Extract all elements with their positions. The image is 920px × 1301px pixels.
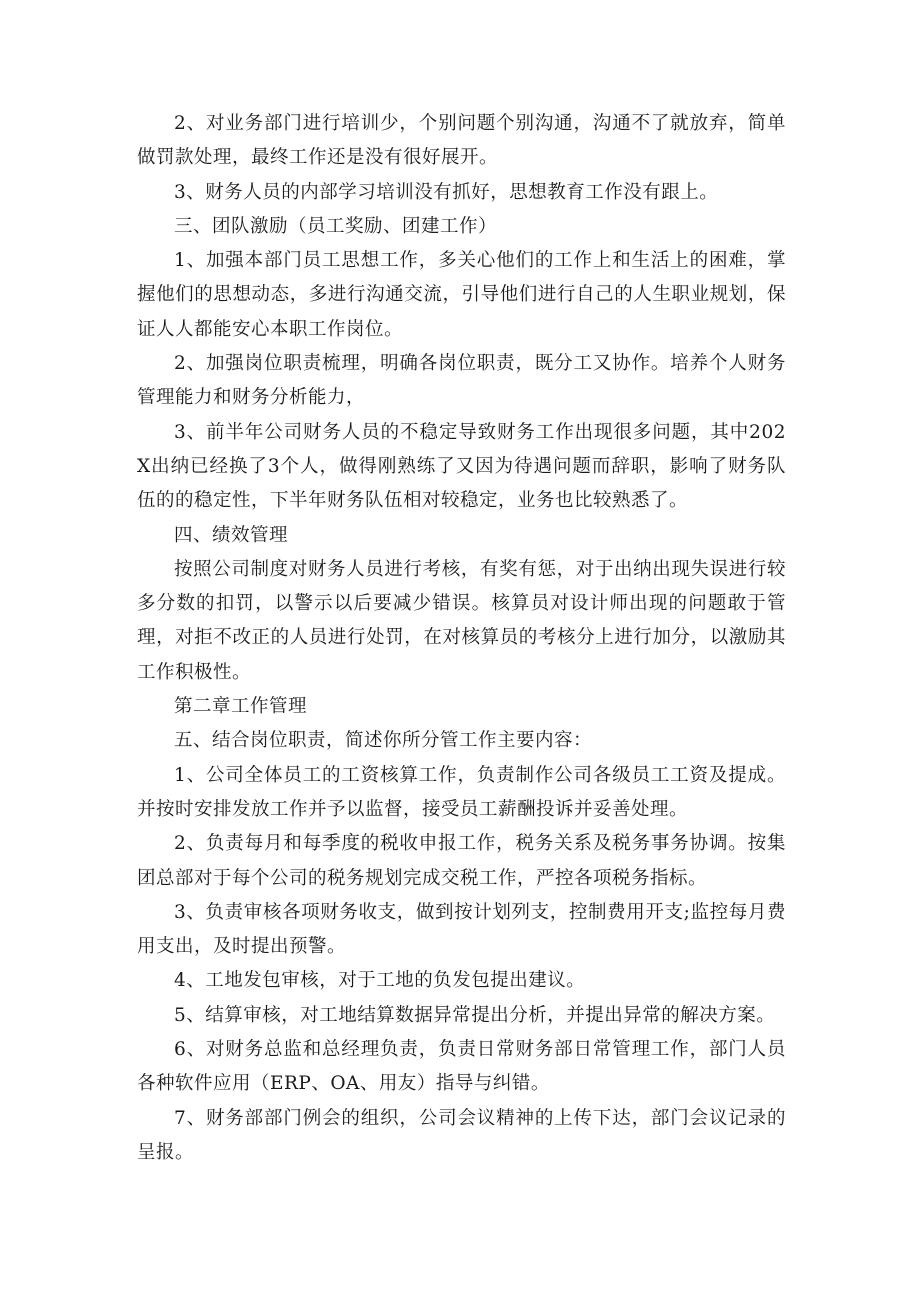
heading-chapter-two: 第二章工作管理 — [174, 696, 308, 718]
paragraph-staff-care: 1、加强本部门员工思想工作，多关心他们的工作上和生活上的困难，掌握他们的思想动态，多进行沟通交流，引导他们进行自己的人生职业规划，保证人人都能安心本职工作岗位。 — [137, 250, 786, 340]
heading-duties-summary: 五、结合岗位职责，简述你所分管工作主要内容： — [174, 730, 593, 752]
paragraph-training-issues: 2、对业务部门进行培训少，个别问题个别沟通，沟通不了就放弃，简单做罚款处理，最终工作还是没有很好展开。 — [137, 113, 786, 169]
heading-performance: 四、绩效管理 — [174, 524, 289, 546]
paragraph-staff-stability: 3、前半年公司财务人员的不稳定导致财务工作出现很多问题，其中202X出纳已经换了3个人，做得刚熟练了又因为待遇问题而辞职，影响了财务队伍的的稳定性，下半年财务队伍相对较稳定，业务也比较熟悉了。 — [137, 421, 786, 512]
paragraph-expense-review: 3、负责审核各项财务收支，做到按计划列支，控制费用开支;监控每月费用支出，及时提出预警。 — [137, 901, 786, 958]
paragraph-daily-management: 6、对财务总监和总经理负责，负责日常财务部日常管理工作，部门人员各种软件应用（ERP、OA、用友）指导与纠错。 — [137, 1039, 786, 1095]
heading-team-incentive: 三、团队激励（员工奖励、团建工作） — [174, 215, 498, 237]
paragraph-assessment: 按照公司制度对财务人员进行考核，有奖有惩，对于出纳出现失误进行较多分数的扣罚，以警示以后要减少错误。核算员对设计师出现的问题敢于管理，对拒不改正的人员进行处罚，在对核算员的考核分上进行加分，以激励其工作积极性。 — [137, 558, 786, 683]
paragraph-subcontract: 4、工地发包审核，对于工地的负发包提出建议。 — [174, 970, 586, 992]
paragraph-meetings: 7、财务部部门例会的组织，公司会议精神的上传下达，部门会议记录的呈报。 — [137, 1107, 786, 1163]
paragraph-internal-learning: 3、财务人员的内部学习培训没有抓好，思想教育工作没有跟上。 — [174, 181, 719, 203]
paragraph-duty-review: 2、加强岗位职责梳理，明确各岗位职责，既分工又协作。培养个人财务管理能力和财务分析能力， — [137, 353, 786, 409]
paragraph-payroll: 1、公司全体员工的工资核算工作，负责制作公司各级员工工资及提成。并按时安排发放工作并予以监督，接受员工薪酬投诉并妥善处理。 — [137, 764, 786, 820]
paragraph-settlement: 5、结算审核，对工地结算数据异常提出分析，并提出异常的解决方案。 — [174, 1004, 776, 1026]
paragraph-tax: 2、负责每月和每季度的税收申报工作，税务关系及税务事务协调。按集团总部对于每个公司的税务规划完成交税工作，严控各项税务指标。 — [137, 833, 786, 889]
